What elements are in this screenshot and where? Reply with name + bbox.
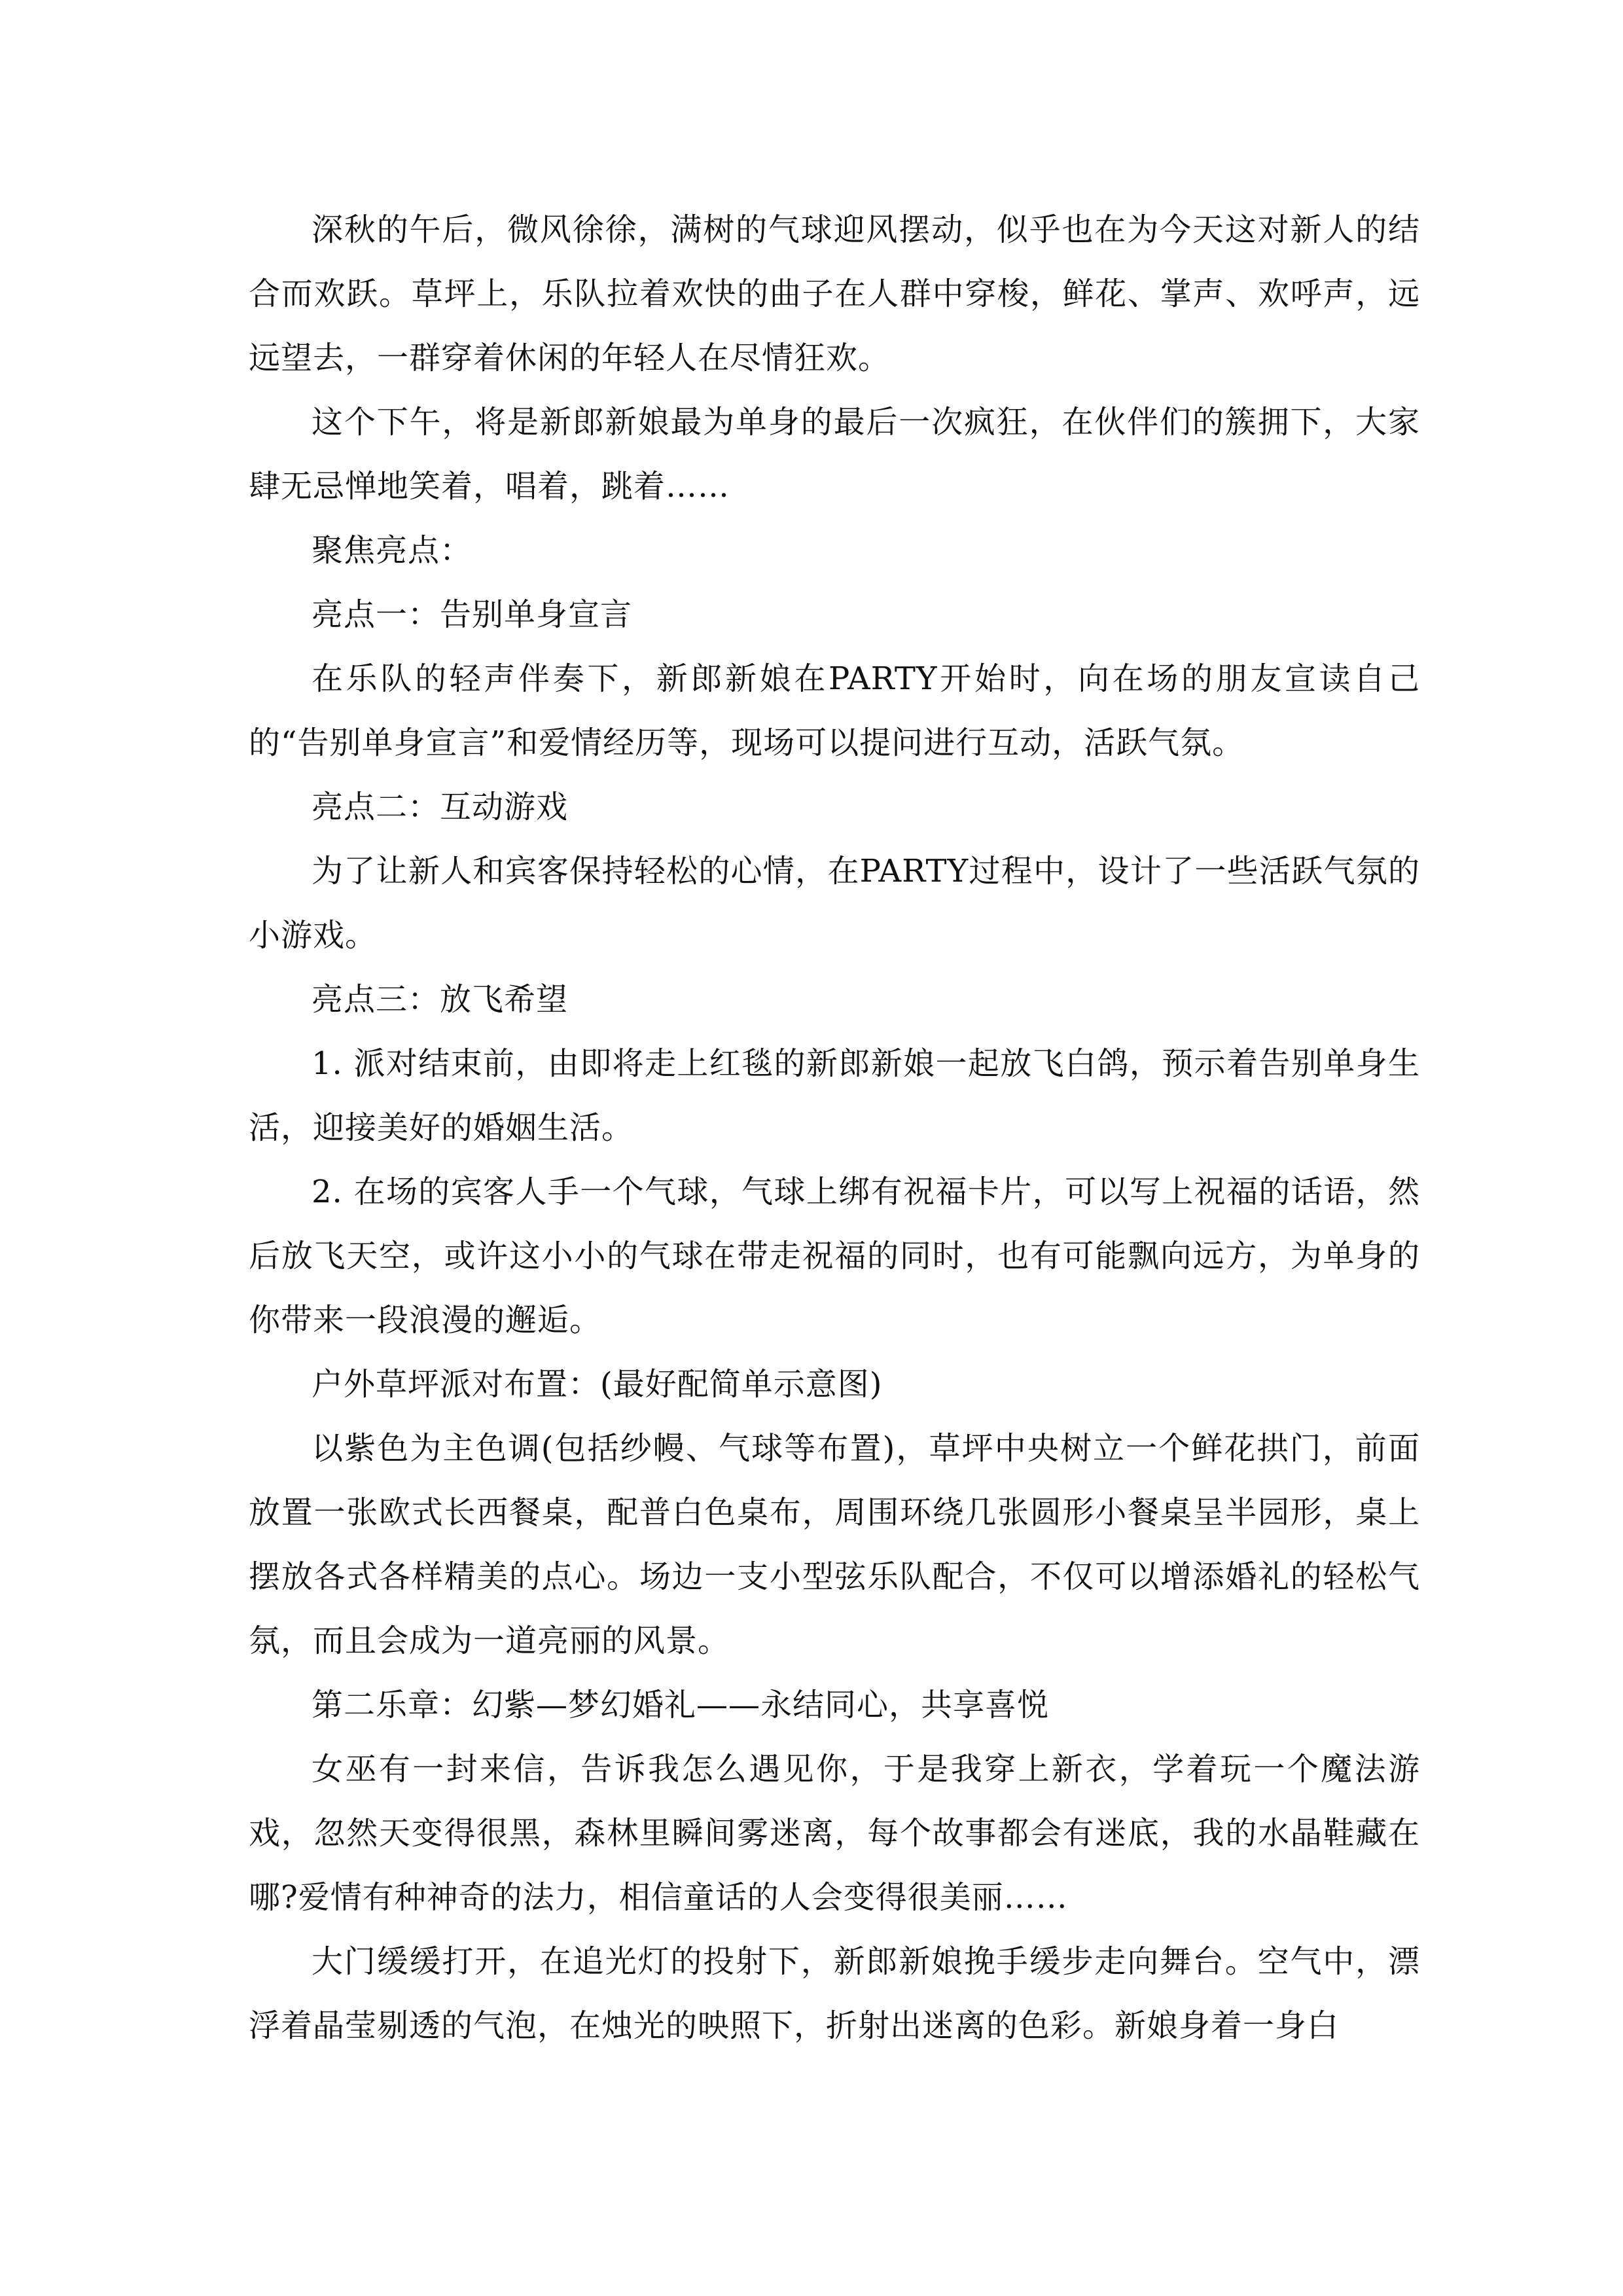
document-body [249,198,1420,2058]
paragraph-highlight-1: 在乐队的轻声伴奏下，新郎新娘在PARTY开始时，向在场的朋友宣读自己的“告别单身宣言”和爱情经历等，现场可以提问进行互动，活跃气氛。 [249,660,1420,761]
paragraph-afternoon: 这个下午，将是新郎新娘最为单身的最后一次疯狂，在伙伴们的簇拥下，大家肆无忌惮地笑着，唱着，跳着…… [249,404,1420,505]
paragraph-door-opens: 大门缓缓打开，在追光灯的投射下，新郎新娘挽手缓步走向舞台。空气中，漂浮着晶莹剔透的气泡，在烛光的映照下，折射出迷离的色彩。新娘身着一身白 [249,1943,1420,2044]
list-item-2: 2. 在场的宾客人手一个气球，气球上绑有祝福卡片，可以写上祝福的话语，然后放飞天空，或许这小小的气球在带走祝福的同时，也有可能飘向远方，为单身的你带来一段浪漫的邂逅。 [249,1174,1420,1338]
heading-chapter-2: 第二乐章：幻紫—梦幻婚礼——永结同心，共享喜悦 [312,1687,1050,1723]
paragraph-witch-letter: 女巫有一封来信，告诉我怎么遇见你，于是我穿上新衣，学着玩一个魔法游戏，忽然天变得很黑，森林里瞬间雾迷离，每个故事都会有迷底，我的水晶鞋藏在哪?爱情有种神奇的法力，相信童话的人会变得很美丽…… [249,1751,1420,1916]
paragraph-intro: 深秋的午后，微风徐徐，满树的气球迎风摆动，似乎也在为今天这对新人的结合而欢跃。草坪上，乐队拉着欢快的曲子在人群中穿梭，鲜花、掌声、欢呼声，远远望去，一群穿着休闲的年轻人在尽情狂欢。 [249,211,1420,376]
heading-highlight-3: 亮点三：放飞希望 [312,981,569,1018]
paragraph-highlight-2: 为了让新人和宾客保持轻松的心情，在PARTY过程中，设计了一些活跃气氛的小游戏。 [249,853,1420,954]
heading-lawn-setup: 户外草坪派对布置：(最好配简单示意图) [312,1366,883,1403]
heading-highlight-1: 亮点一：告别单身宣言 [312,596,633,633]
paragraph-lawn-setup: 以紫色为主色调(包括纱幔、气球等布置)，草坪中央树立一个鲜花拱门，前面放置一张欧式长西餐桌，配普白色桌布，周围环绕几张圆形小餐桌呈半园形，桌上摆放各式各样精美的点心。场边一支小型弦乐队配合，不仅可以增添婚礼的轻松气氛，而且会成为一道亮丽的风景。 [249,1430,1420,1659]
heading-highlight-2: 亮点二：互动游戏 [312,789,569,825]
heading-highlights: 聚焦亮点： [312,532,473,569]
list-item-1: 1. 派对结束前，由即将走上红毯的新郎新娘一起放飞白鸽，预示着告别单身生活，迎接美好的婚姻生活。 [249,1045,1420,1146]
